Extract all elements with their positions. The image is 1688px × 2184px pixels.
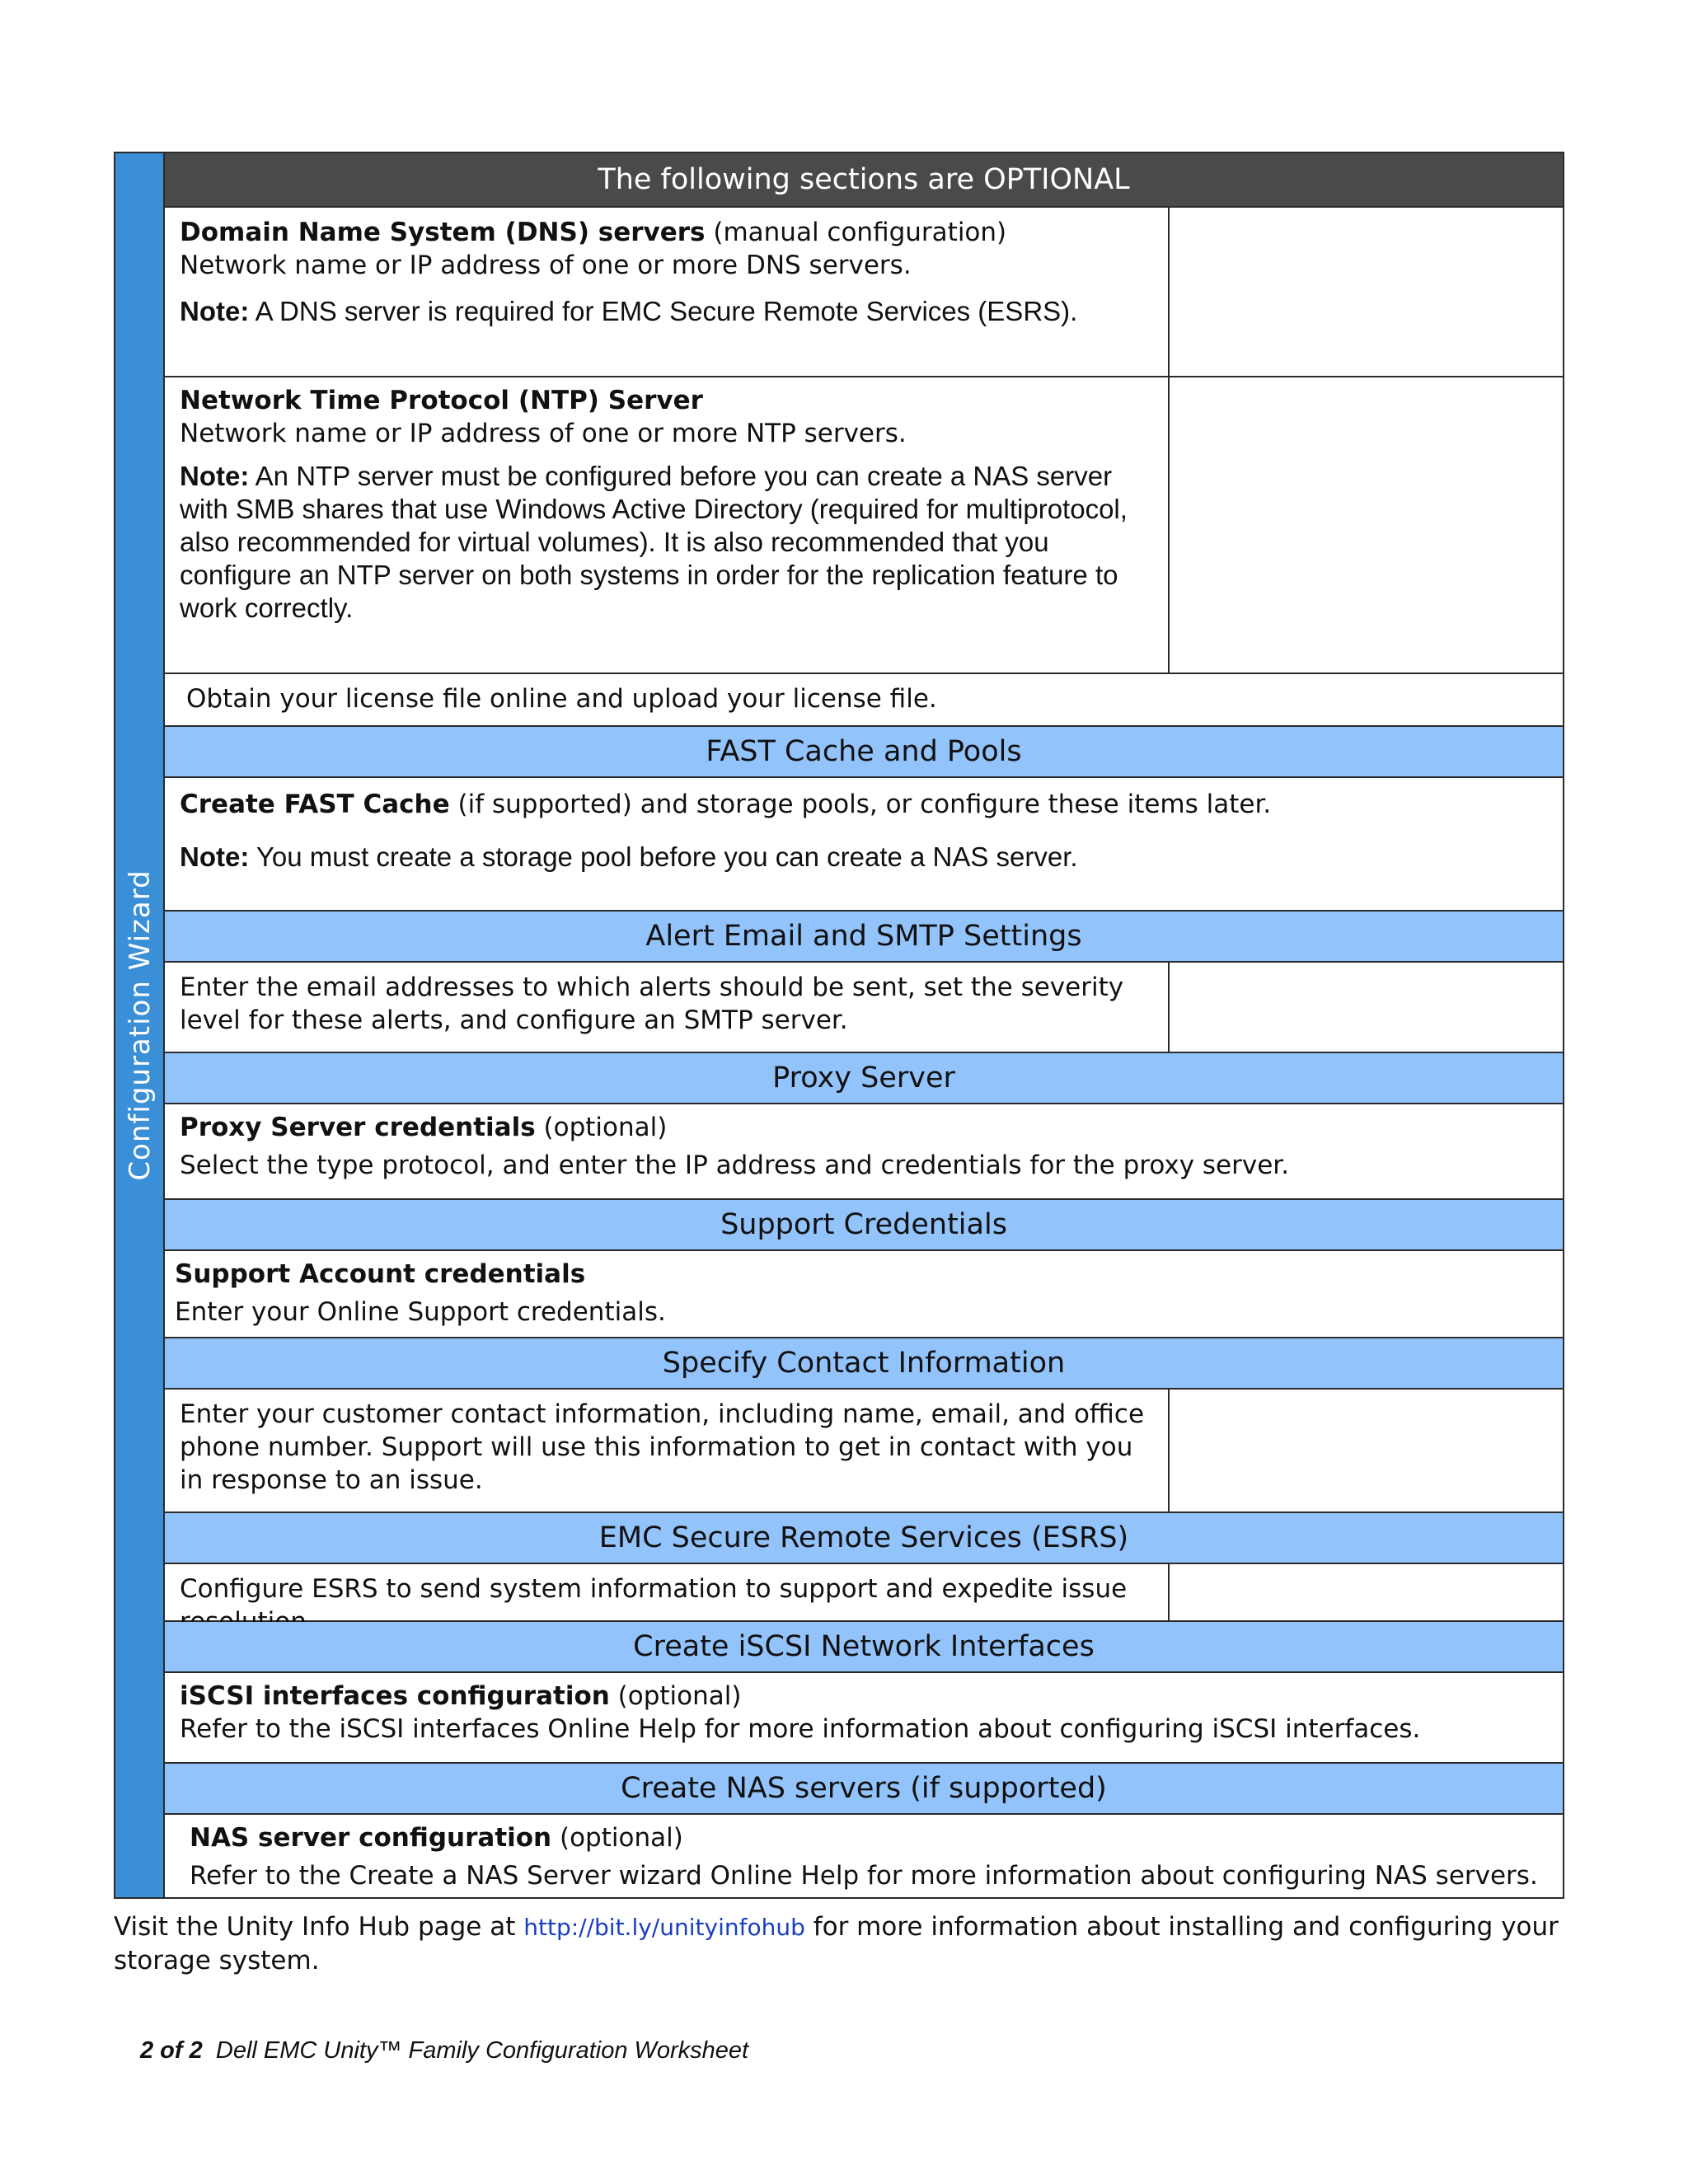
proxy-title-suffix: (optional) xyxy=(535,1113,668,1142)
alert-header: Alert Email and SMTP Settings xyxy=(165,912,1563,963)
document-title: Dell EMC Unity™ Family Configuration Worksheet xyxy=(215,2037,749,2064)
alert-text: Enter the email addresses to which alerts should be sent, set the severity level for these alerts, and configure an SMTP server. xyxy=(180,972,1124,1035)
ntp-row xyxy=(165,377,1563,674)
optional-header: The following sections are OPTIONAL xyxy=(165,153,1563,208)
ntp-note-text: An NTP server must be configured before you can create a NAS server with SMB shares that use Windows Active Directory (required for multiprotocol, also recommended for virtual volumes). It is also recommended that you configure an NTP server on both systems in order for the replication feature to work correctly. xyxy=(180,461,1128,623)
nas-header: Create NAS servers (if supported) xyxy=(165,1764,1563,1815)
dns-title: Domain Name System (DNS) servers xyxy=(180,218,706,247)
ntp-note-label: Note: xyxy=(180,461,250,491)
esrs-entry-cell[interactable] xyxy=(1170,1564,1563,1620)
dns-note-text: A DNS server is required for EMC Secure Remote Services (ESRS). xyxy=(249,296,1078,326)
page-footer xyxy=(140,2037,748,2064)
esrs-row xyxy=(165,1564,1563,1622)
contact-entry-cell[interactable] xyxy=(1170,1390,1563,1511)
license-text: Obtain your license file online and upload your license file. xyxy=(186,684,937,714)
info-hub-note xyxy=(114,1910,1564,1977)
alert-entry-cell[interactable] xyxy=(1170,963,1563,1052)
nas-desc: Refer to the Create a NAS Server wizard Online Help for more information about configuring NAS servers. xyxy=(190,1861,1538,1891)
ntp-description-cell xyxy=(165,377,1170,673)
sidebar-label: Configuration Wizard xyxy=(124,869,157,1181)
proxy-title: Proxy Server credentials xyxy=(180,1113,536,1142)
contact-text: Enter your customer contact information, including name, email, and office phone number. Support will use this information to get in contact with you in response to an issue. xyxy=(180,1399,1145,1495)
contact-header: Specify Contact Information xyxy=(165,1338,1563,1390)
dns-title-suffix: (manual configuration) xyxy=(705,218,1007,247)
support-header: Support Credentials xyxy=(165,1200,1563,1251)
table-rows xyxy=(165,153,1563,1897)
support-row xyxy=(165,1251,1563,1338)
fast-cache-row xyxy=(165,778,1563,912)
proxy-desc: Select the type protocol, and enter the IP address and credentials for the proxy server. xyxy=(180,1151,1290,1180)
support-title: Support Account credentials xyxy=(175,1259,586,1289)
esrs-description-cell xyxy=(165,1564,1170,1620)
ntp-entry-cell[interactable] xyxy=(1170,377,1563,673)
esrs-text: Configure ESRS to send system information to support and expedite issue xyxy=(180,1574,1128,1604)
page-number: 2 of 2 xyxy=(140,2037,203,2064)
fast-cache-title: Create FAST Cache xyxy=(180,790,450,819)
info-hub-suffix: for more information about installing and configuring your storage system. xyxy=(114,1912,1559,1975)
nas-title-suffix: (optional) xyxy=(551,1823,683,1853)
ntp-title: Network Time Protocol (NTP) Server xyxy=(180,386,703,415)
nas-row xyxy=(165,1815,1563,1899)
ntp-desc: Network name or IP address of one or more NTP servers. xyxy=(180,419,907,448)
alert-description-cell xyxy=(165,963,1170,1052)
iscsi-desc: Refer to the iSCSI interfaces Online Help for more information about configuring iSCSI interfaces. xyxy=(180,1714,1421,1744)
contact-description-cell xyxy=(165,1390,1170,1511)
dns-row xyxy=(165,208,1563,377)
info-hub-link[interactable]: http://bit.ly/unityinfohub xyxy=(523,1914,805,1941)
alert-row xyxy=(165,963,1563,1053)
nas-title: NAS server configuration xyxy=(190,1823,552,1853)
iscsi-title: iSCSI interfaces configuration xyxy=(180,1681,610,1711)
dns-desc: Network name or IP address of one or more DNS servers. xyxy=(180,251,912,280)
fast-cache-header: FAST Cache and Pools xyxy=(165,727,1563,778)
iscsi-header: Create iSCSI Network Interfaces xyxy=(165,1622,1563,1673)
fast-cache-title-suffix: (if supported) and storage pools, or configure these items later. xyxy=(449,790,1272,819)
esrs-header: EMC Secure Remote Services (ESRS) xyxy=(165,1513,1563,1564)
fast-cache-note-label: Note: xyxy=(180,841,250,872)
iscsi-title-suffix: (optional) xyxy=(609,1681,742,1711)
proxy-header: Proxy Server xyxy=(165,1053,1563,1104)
license-row xyxy=(165,674,1563,727)
proxy-row xyxy=(165,1104,1563,1200)
dns-entry-cell[interactable] xyxy=(1170,208,1563,376)
info-hub-prefix: Visit the Unity Info Hub page at xyxy=(114,1912,524,1942)
dns-note-label: Note: xyxy=(180,296,250,326)
iscsi-row xyxy=(165,1673,1563,1764)
contact-row xyxy=(165,1390,1563,1513)
fast-cache-note-text: You must create a storage pool before you can create a NAS server. xyxy=(249,841,1078,872)
dns-description-cell xyxy=(165,208,1170,376)
sidebar xyxy=(115,153,165,1897)
worksheet-table xyxy=(114,152,1564,1899)
support-desc: Enter your Online Support credentials. xyxy=(175,1297,666,1327)
